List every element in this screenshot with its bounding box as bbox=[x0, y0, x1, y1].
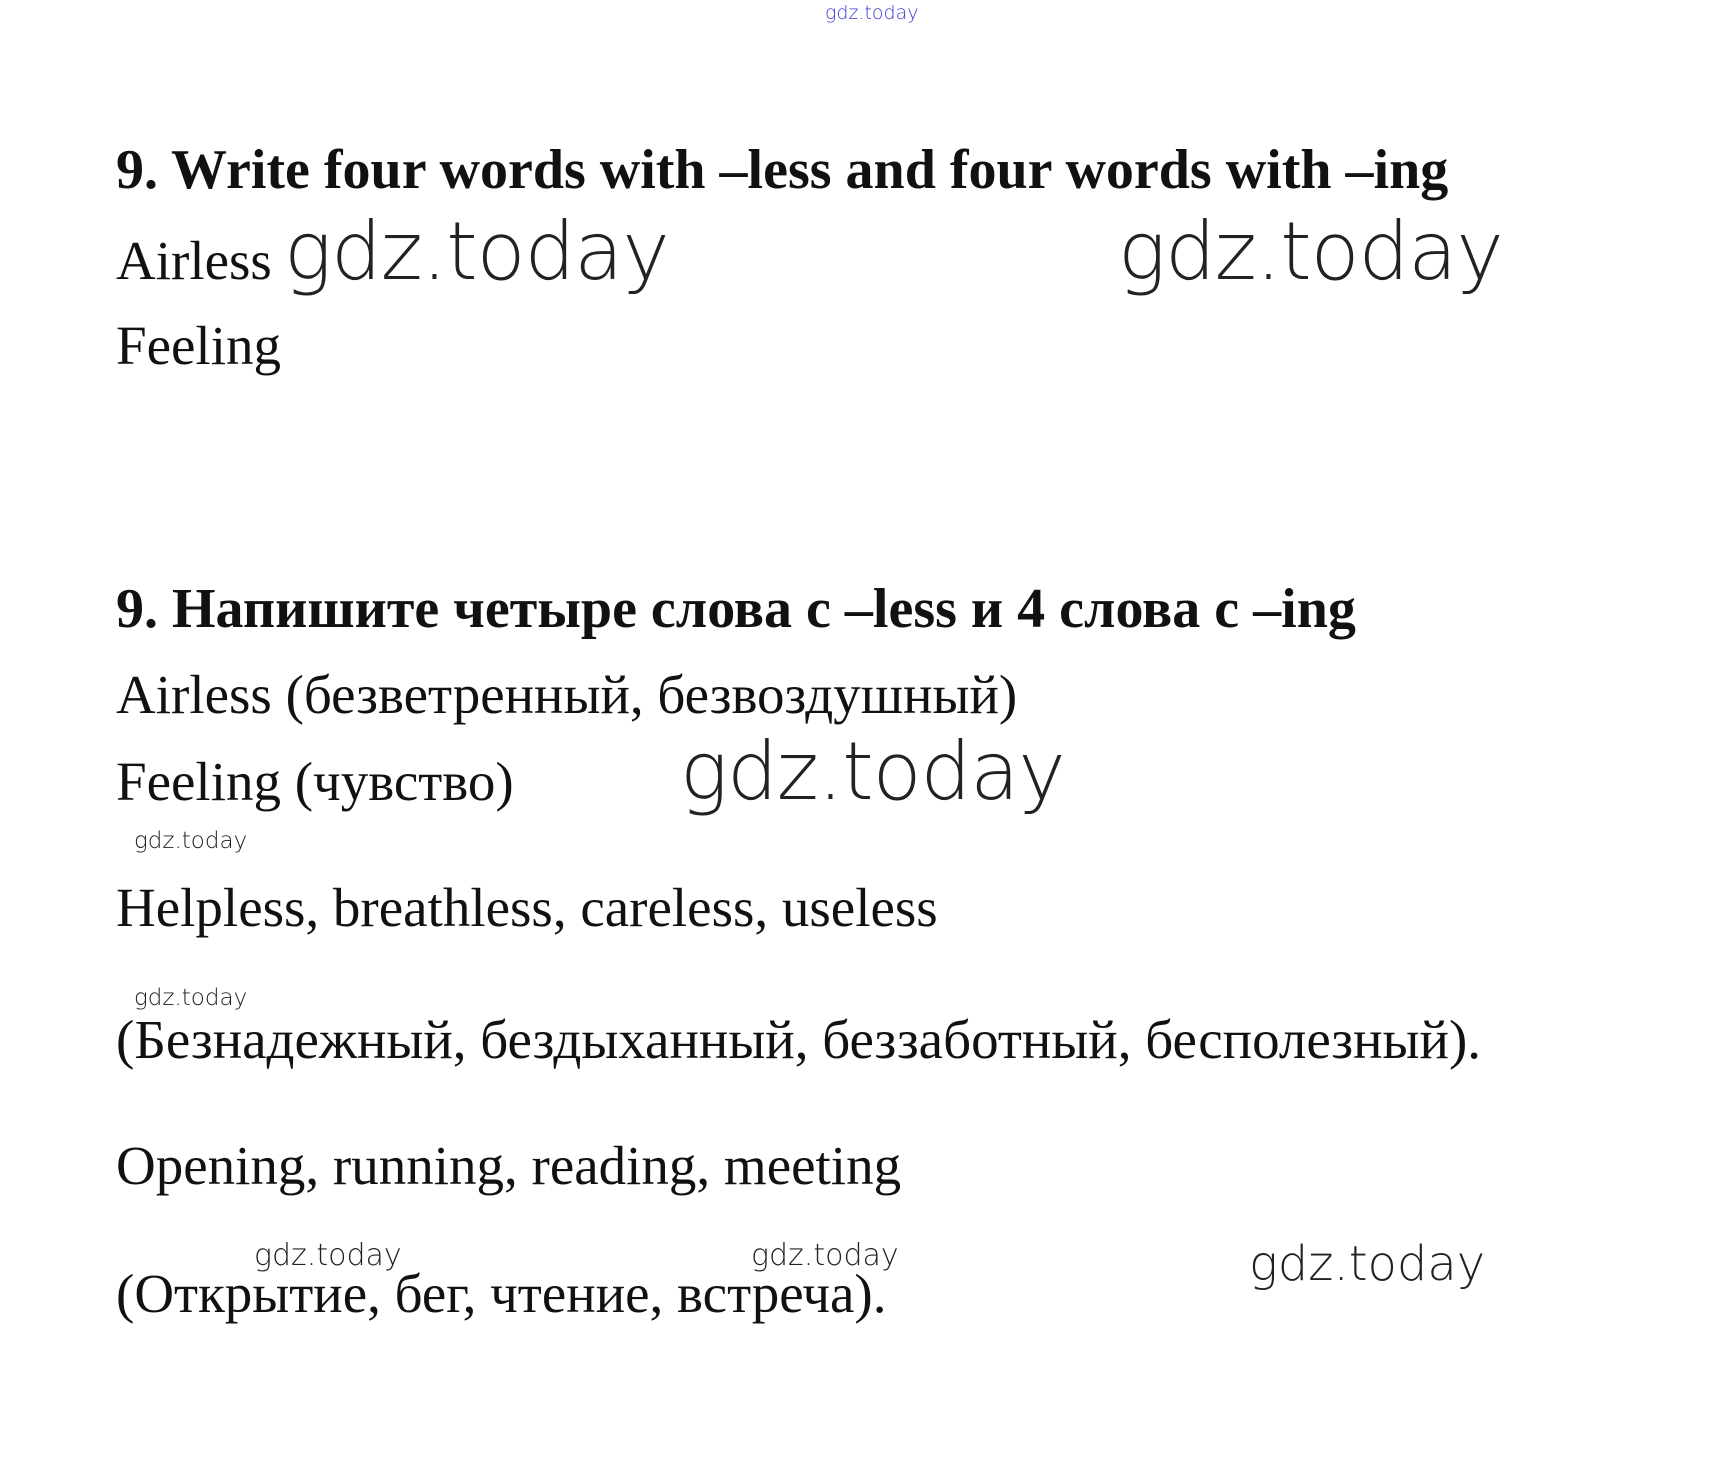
exercise-heading-ru: 9. Напишите четыре слова с –less и 4 слова с –ing bbox=[116, 578, 1356, 640]
watermark: gdz.today bbox=[751, 1238, 899, 1273]
ing-translation-line: (Открытие, бег, чтение, встреча). bbox=[116, 1263, 887, 1324]
answer-line-feeling: Feeling bbox=[116, 315, 281, 376]
ing-words-line: Opening, running, reading, meeting bbox=[116, 1135, 902, 1196]
answer-line-feeling-translation: Feeling (чувство) bbox=[116, 751, 514, 812]
less-translation-line: (Безнадежный, бездыханный, беззаботный, бесполезный). bbox=[116, 1009, 1482, 1070]
watermark: gdz.today bbox=[680, 725, 1065, 818]
watermark: gdz.today bbox=[1118, 205, 1503, 298]
watermark: gdz.today bbox=[254, 1238, 402, 1273]
watermark: gdz.today bbox=[1249, 1236, 1486, 1292]
watermark: gdz.today bbox=[134, 828, 248, 854]
watermark: gdz.today bbox=[134, 985, 248, 1011]
less-words-line: Helpless, breathless, careless, useless bbox=[116, 877, 938, 938]
watermark: gdz.today bbox=[284, 205, 669, 298]
answer-line-airless-translation: Airless (безветренный, безвоздушный) bbox=[116, 664, 1018, 725]
watermark-top: gdz.today bbox=[825, 2, 919, 24]
answer-line-airless: Airless bbox=[116, 230, 272, 291]
exercise-heading-en: 9. Write four words with –less and four words with –ing bbox=[116, 139, 1449, 201]
